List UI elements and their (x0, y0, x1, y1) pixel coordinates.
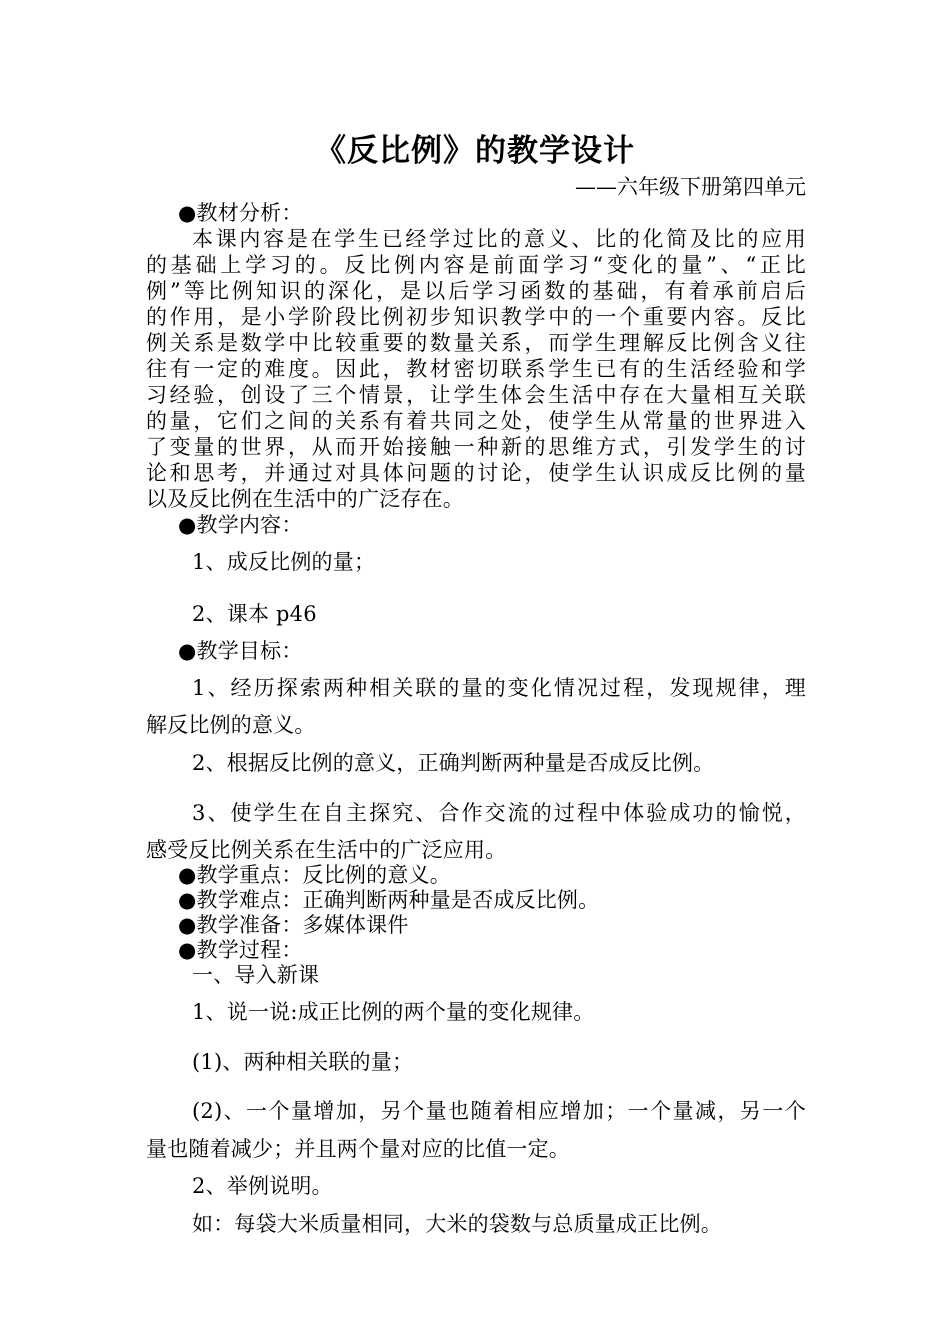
analysis-line: 的量，它们之间的关系有着共同之处，使学生从常量的世界进入 (146, 409, 806, 433)
process-heading: ●教学过程： (178, 938, 303, 962)
analysis-line: 以及反比例在生活中的广泛存在。 (146, 487, 464, 511)
difficulty: ●教学难点：正确判断两种量是否成反比例。 (178, 888, 600, 912)
analysis-line: 例”等比例知识的深化，是以后学习函数的基础，有着承前启后 (146, 279, 806, 303)
content-item: 1、成反比例的量； (192, 550, 376, 574)
document-subtitle: ——六年级下册第四单元 (575, 175, 806, 199)
goal-3-line: 3、使学生在自主探究、合作交流的过程中体验成功的愉悦， (192, 801, 806, 825)
step-1-example: 如：每袋大米质量相同，大米的袋数与总质量成正比例。 (192, 1212, 722, 1236)
analysis-line: 了变量的世界，从而开始接触一种新的思维方式，引发学生的讨 (146, 435, 806, 459)
step-1-sub: (1)、两种相关联的量； (192, 1050, 414, 1074)
goal-1-line: 解反比例的意义。 (146, 713, 316, 737)
preparation: ●教学准备：多媒体课件 (178, 913, 409, 937)
analysis-heading: ●教材分析： (178, 201, 303, 225)
analysis-line: 论和思考，并通过对具体问题的讨论，使学生认识成反比例的量 (146, 461, 806, 485)
step-1-item: 1、说一说:成正比例的两个量的变化规律。 (192, 1000, 595, 1024)
analysis-line: 的作用，是小学阶段比例初步知识教学中的一个重要内容。反比 (146, 305, 806, 329)
step-1-sub-line: 量也随着减少；并且两个量对应的比值一定。 (146, 1137, 570, 1161)
analysis-line: 本课内容是在学生已经学过比的意义、比的化简及比的应用 (192, 227, 806, 251)
document-title: 《反比例》的教学设计 (315, 133, 635, 169)
goals-heading: ●教学目标： (178, 639, 303, 663)
goal-3-line: 感受反比例关系在生活中的广泛应用。 (146, 838, 507, 862)
step-1-sub-line: (2)、一个量增加，另个量也随着相应增加；一个量减，另一个 (192, 1099, 806, 1123)
goal-1-line: 1、经历探索两种相关联的量的变化情况过程，发现规律，理 (192, 676, 806, 700)
step-1-heading: 一、导入新课 (192, 963, 320, 987)
step-1-item: 2、举例说明。 (192, 1174, 333, 1198)
goal-2: 2、根据反比例的意义，正确判断两种量是否成反比例。 (192, 751, 715, 775)
key-point: ●教学重点：反比例的意义。 (178, 863, 451, 887)
content-heading: ●教学内容： (178, 513, 303, 537)
analysis-line: 例关系是数学中比较重要的数量关系，而学生理解反比例含义往 (146, 331, 806, 355)
analysis-line: 习经验，创设了三个情景，让学生体会生活中存在大量相互关联 (146, 383, 806, 407)
analysis-line: 的基础上学习的。反比例内容是前面学习“变化的量”、“正比 (146, 253, 806, 277)
content-item: 2、课本 p46 (192, 602, 317, 626)
analysis-line: 往有一定的难度。因此，教材密切联系学生已有的生活经验和学 (146, 357, 806, 381)
